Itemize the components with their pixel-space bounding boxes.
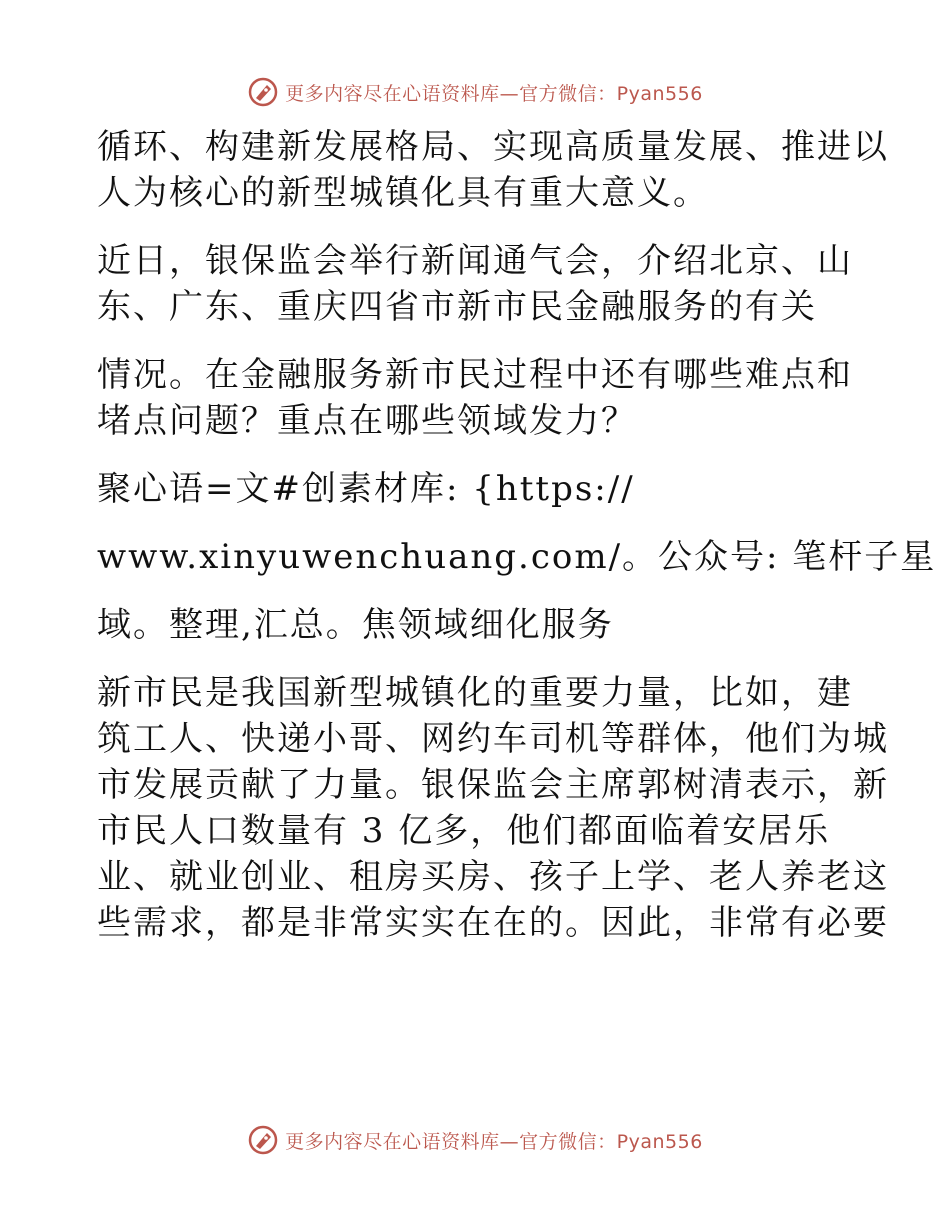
- header-watermark-text: 更多内容尽在心语资料库—官方微信：Pyan556: [285, 82, 703, 105]
- text-line: 业、就业创业、租房买房、孩子上学、老人养老这: [97, 857, 889, 897]
- footer-watermark-text: 更多内容尽在心语资料库—官方微信：Pyan556: [285, 1130, 703, 1153]
- text-line: 情况。在金融服务新市民过程中还有哪些难点和: [97, 355, 853, 395]
- paragraph: [97, 238, 857, 330]
- document-body: [97, 124, 937, 946]
- text-line: 聚心语=文#创素材库: {https://: [97, 469, 635, 509]
- text-line: 堵点问题？重点在哪些领域发力？: [97, 401, 637, 441]
- paragraph: [97, 124, 889, 216]
- text-line: 循环、构建新发展格局、实现高质量发展、推进以: [97, 127, 889, 167]
- paragraph: [97, 670, 889, 946]
- text-line: 新市民是我国新型城镇化的重要力量，比如，建: [97, 673, 853, 713]
- text-line: 近日，银保监会举行新闻通气会，介绍北京、山: [97, 241, 853, 281]
- text-line: 些需求，都是非常实实在在的。因此，非常有必要: [97, 903, 889, 943]
- text-line: 市发展贡献了力量。银保监会主席郭树清表示，新: [97, 765, 889, 805]
- text-line: 人为核心的新型城镇化具有重大意义。: [97, 173, 709, 213]
- text-line: 东、广东、重庆四省市新市民金融服务的有关: [97, 287, 817, 327]
- paragraph: [97, 352, 857, 444]
- pen-nib-logo-icon: [247, 76, 279, 108]
- text-line: 域。整理,汇总。焦领域细化服务: [97, 605, 614, 645]
- text-line: 筑工人、快递小哥、网约车司机等群体，他们为城: [97, 719, 889, 759]
- paragraph: [97, 466, 937, 648]
- text-line: www.xinyuwenchuang.com/。公众号: 笔杆子星: [97, 537, 937, 577]
- header-watermark-banner: [0, 72, 950, 112]
- footer-watermark-banner: [0, 1120, 950, 1160]
- text-line: 市民人口数量有 3 亿多，他们都面临着安居乐: [97, 811, 831, 851]
- pen-nib-logo-icon: [247, 1124, 279, 1156]
